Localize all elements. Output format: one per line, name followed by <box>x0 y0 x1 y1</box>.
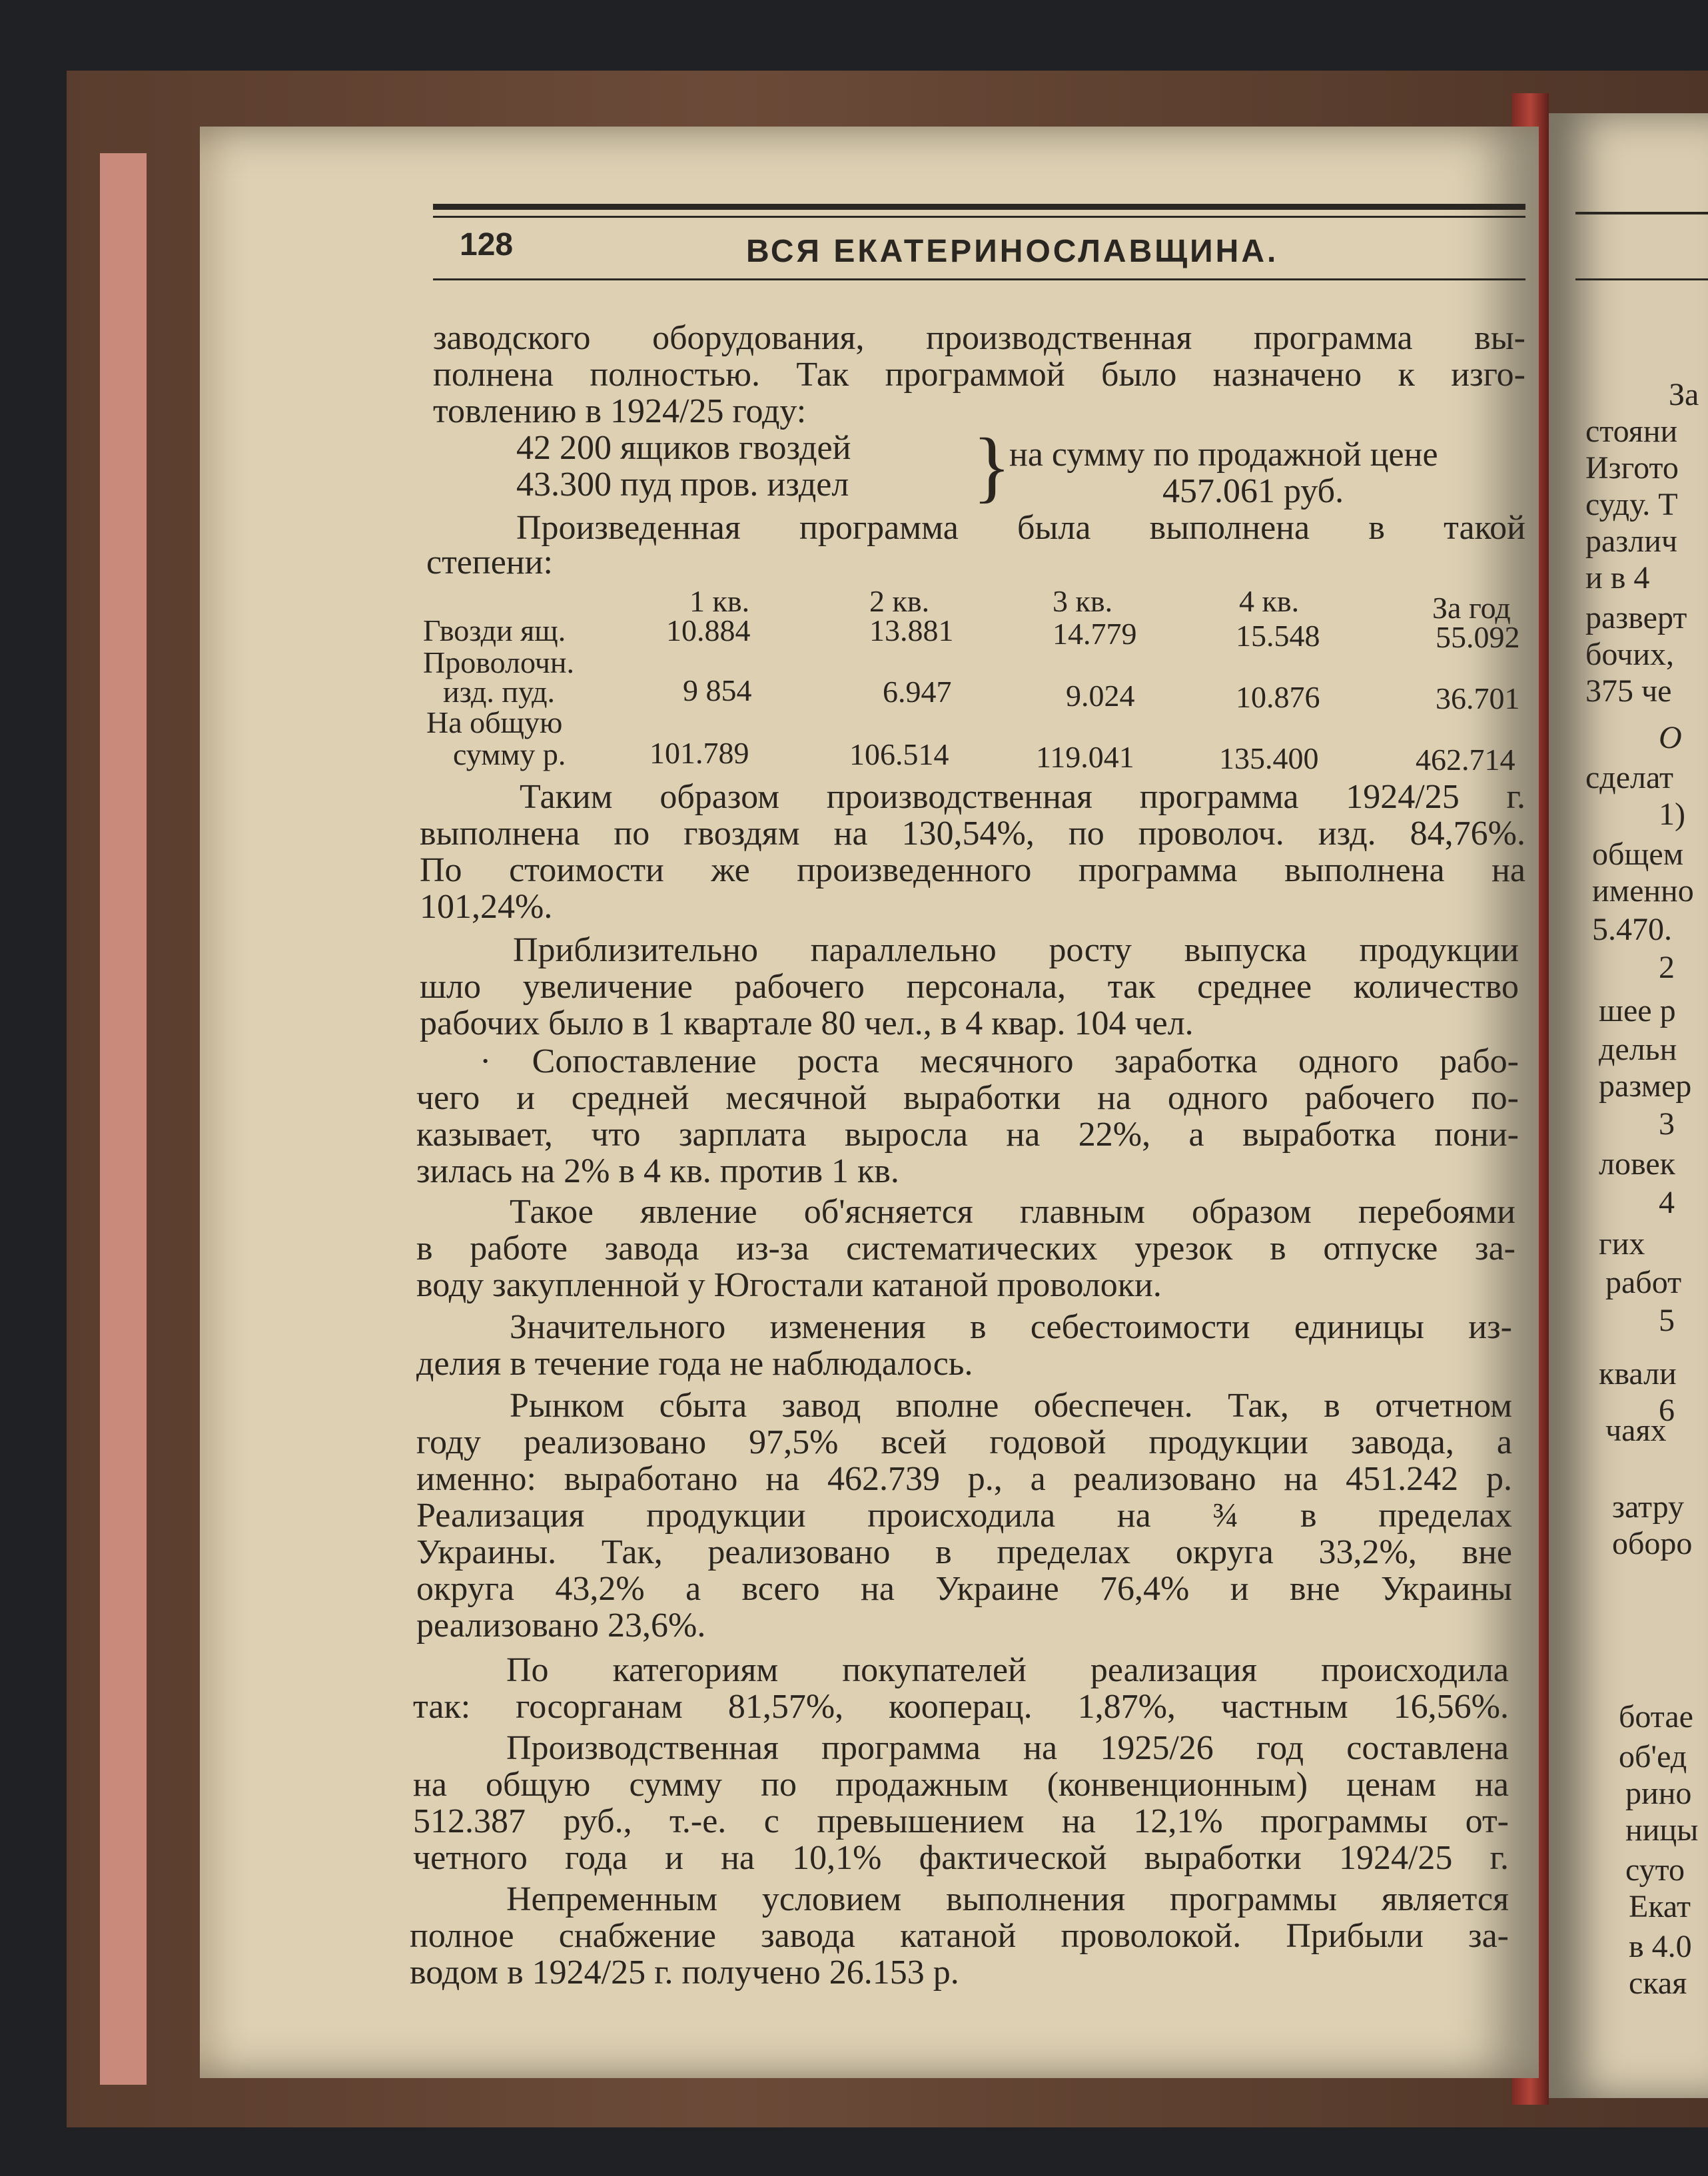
right-text-fragment: 1) <box>1659 797 1685 832</box>
right-text-fragment: суду. Т <box>1585 487 1678 522</box>
right-text-fragment: работ <box>1605 1265 1682 1300</box>
table-cell: 14.779 <box>1053 617 1137 651</box>
plan-item-wire: 43.300 пуд пров. издел <box>516 466 849 504</box>
text-line: · Сопоставление роста месячного заработка одного рабо- <box>480 1042 1519 1080</box>
right-text-fragment: различ <box>1585 524 1678 559</box>
right-text-fragment: 375 че <box>1585 673 1672 709</box>
text-line: выполнена по гвоздям на 130,54%, по проволоч. изд. 84,76%. <box>420 815 1525 853</box>
text-line: реализовано 23,6%. <box>416 1607 706 1644</box>
right-text-fragment: ницы <box>1625 1812 1699 1848</box>
right-text-fragment: Изгото <box>1585 450 1679 486</box>
right-text-fragment: чаях <box>1605 1413 1667 1448</box>
right-text-fragment: 4 <box>1659 1185 1675 1220</box>
table-row-label: изд. пуд. <box>443 675 555 709</box>
header-rule-bottom <box>433 278 1525 280</box>
table-row-label: Гвозди ящ. <box>423 613 566 647</box>
right-text-fragment: 3 <box>1659 1106 1675 1142</box>
text-line: Такое явление об'ясняется главным образом перебоями <box>510 1193 1515 1231</box>
text-line: заводского оборудования, производственная программа вы- <box>433 319 1525 357</box>
right-text-fragment: в 4.0 <box>1629 1929 1692 1964</box>
right-text-fragment: бочих, <box>1585 637 1675 672</box>
text-line: Произведенная программа была выполнена в такой <box>516 509 1525 547</box>
right-text-fragment: рино <box>1625 1776 1692 1811</box>
text-line: делия в течение года не наблюдалось. <box>416 1345 973 1383</box>
right-text-fragment: 6 <box>1659 1393 1675 1428</box>
header-rule <box>433 204 1525 210</box>
table-header: 4 кв. <box>1239 584 1300 618</box>
text-line: на общую сумму по продажным (конвенционным) ценам на <box>413 1766 1509 1804</box>
plan-item-nails: 42 200 ящиков гвоздей <box>516 429 851 467</box>
text-line: так: госорганам 81,57%, кооперац. 1,87%, частным 16,56%. <box>413 1688 1509 1726</box>
right-text-fragment: За <box>1669 377 1699 412</box>
text-line: Таким образом производственная программа 1924/25 г. <box>520 778 1525 816</box>
right-text-fragment: оборо <box>1612 1526 1693 1561</box>
table-header: За год <box>1432 591 1511 625</box>
right-text-fragment: ловек <box>1599 1146 1675 1182</box>
text-line: казывает, что зарплата выросла на 22%, а выработка пони- <box>416 1116 1519 1154</box>
right-text-fragment: О <box>1659 720 1682 755</box>
text-line: именно: выработано на 462.739 р., а реализовано на 451.242 р. <box>416 1460 1512 1498</box>
text-line: степени: <box>426 544 553 581</box>
table-cell: 36.701 <box>1436 681 1520 715</box>
table-cell: 15.548 <box>1236 619 1320 653</box>
plan-sum-label: на сумму по продажной цене <box>1009 436 1438 474</box>
page-number: 128 <box>460 227 514 262</box>
right-text-fragment: Екат <box>1629 1889 1691 1924</box>
right-page-rule-thin <box>1575 278 1708 280</box>
right-text-fragment: 5 <box>1659 1303 1675 1338</box>
text-line: воду закупленной у Югостали катаной проволоки. <box>416 1266 1162 1304</box>
table-header: 2 кв. <box>869 584 930 618</box>
right-text-fragment: разверт <box>1585 600 1687 635</box>
text-line: году реализовано 97,5% всей годовой продукции завода, а <box>416 1423 1512 1461</box>
text-line: Украины. Так, реализовано в пределах округа 33,2%, вне <box>416 1533 1512 1571</box>
table-header: 3 кв. <box>1053 584 1113 618</box>
text-line: водом в 1924/25 г. получено 26.153 р. <box>410 1954 959 1992</box>
right-text-fragment: сделат <box>1585 760 1674 795</box>
text-line: По стоимости же произведенного программа выполнена на <box>420 851 1525 889</box>
running-title: ВСЯ ЕКАТЕРИНОСЛАВЩИНА. <box>746 234 1279 269</box>
right-text-fragment: дельн <box>1599 1032 1677 1067</box>
right-text-fragment: ботае <box>1619 1699 1693 1734</box>
page-edges <box>100 153 147 2085</box>
table-cell: 462.714 <box>1416 743 1515 777</box>
right-text-fragment: размер <box>1599 1068 1692 1104</box>
table-row-label: сумму р. <box>453 737 566 771</box>
right-text-fragment: квали <box>1599 1356 1677 1391</box>
table-cell: 9.024 <box>1066 679 1135 713</box>
text-line: в работе завода из-за систематических урезок в отпуске за- <box>416 1230 1515 1268</box>
right-text-fragment: гих <box>1599 1226 1645 1262</box>
right-text-fragment: общем <box>1592 837 1684 872</box>
text-line: 512.387 руб., т.-е. с превышением на 12,1% программы от- <box>413 1802 1509 1840</box>
text-line: рабочих было в 1 квартале 80 чел., в 4 квар. 104 чел. <box>420 1004 1194 1042</box>
text-line: Приблизительно параллельно росту выпуска продукции <box>513 931 1519 969</box>
table-cell: 10.876 <box>1236 680 1320 714</box>
right-text-fragment: об'ед <box>1619 1739 1687 1774</box>
right-text-fragment: и в 4 <box>1585 560 1650 595</box>
text-line: Производственная программа на 1925/26 год составлена <box>506 1729 1509 1767</box>
text-line: четного года и на 10,1% фактической выработки 1924/25 г. <box>413 1839 1509 1877</box>
text-line: зилась на 2% в 4 кв. против 1 кв. <box>416 1152 899 1190</box>
table-cell: 6.947 <box>883 675 952 709</box>
table-header: 1 кв. <box>689 584 750 618</box>
table-row-label: Проволочн. <box>423 645 575 679</box>
right-text-fragment: ская <box>1629 1966 1687 2001</box>
brace: } <box>973 422 1011 510</box>
text-line: Непременным условием выполнения программы является <box>506 1880 1509 1918</box>
text-line: полнена полностью. Так программой было назначено к изго- <box>433 356 1525 394</box>
table-cell: 55.092 <box>1436 620 1520 654</box>
text-line: 101,24%. <box>420 888 553 926</box>
table-cell: 106.514 <box>849 737 949 771</box>
text-line: Реализация продукции происходила на ¾ в пределах <box>416 1497 1512 1535</box>
plan-sum-value: 457.061 руб. <box>1162 472 1344 510</box>
text-line: товлению в 1924/25 году: <box>433 392 807 430</box>
table-row-label: На общую <box>426 705 563 739</box>
text-line: Значительного изменения в себестоимости единицы из- <box>510 1308 1512 1346</box>
right-text-fragment: затру <box>1612 1489 1684 1525</box>
text-line: чего и средней месячной выработки на одного рабочего по- <box>416 1079 1519 1117</box>
table-cell: 9 854 <box>683 673 752 707</box>
header-rule-thin <box>433 216 1525 218</box>
table-cell: 135.400 <box>1219 741 1319 775</box>
table-cell: 119.041 <box>1036 740 1134 774</box>
table-cell: 101.789 <box>649 736 749 770</box>
right-page-rule <box>1575 212 1708 214</box>
right-text-fragment: суто <box>1625 1852 1685 1888</box>
table-cell: 10.884 <box>666 613 751 647</box>
text-line: По категориям покупателей реализация происходила <box>506 1651 1509 1689</box>
right-text-fragment: шее р <box>1599 993 1676 1028</box>
right-text-fragment: 2 <box>1659 950 1675 985</box>
right-text-fragment: именно <box>1592 873 1694 908</box>
text-line: шло увеличение рабочего персонала, так среднее количество <box>420 968 1519 1006</box>
table-cell: 13.881 <box>869 613 954 647</box>
text-line: округа 43,2% а всего на Украине 76,4% и вне Украины <box>416 1570 1512 1608</box>
text-line: Рынком сбыта завод вполне обеспечен. Так, в отчетном <box>510 1387 1512 1425</box>
right-text-fragment: стояни <box>1585 414 1678 449</box>
text-line: полное снабжение завода катаной проволокой. Прибыли за- <box>410 1917 1509 1955</box>
right-text-fragment: 5.470. <box>1592 912 1672 947</box>
